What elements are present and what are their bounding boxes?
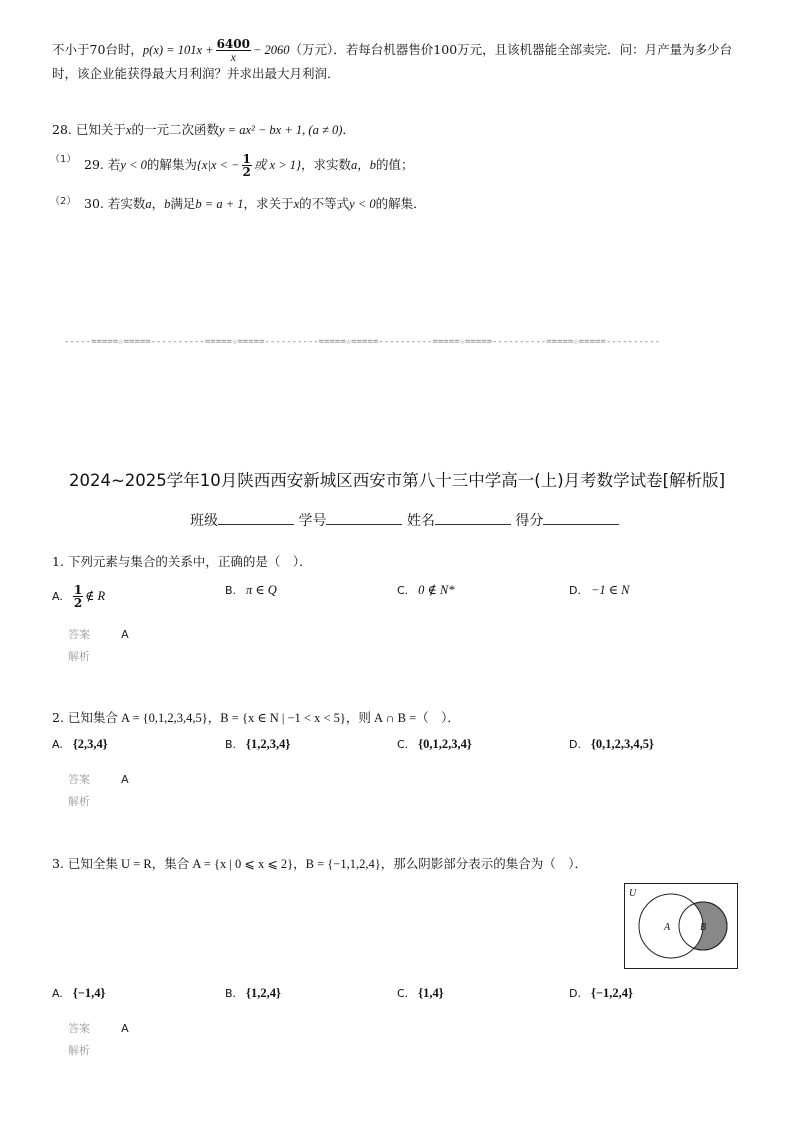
top-line1-func: p(x) = 101x + (142, 43, 214, 57)
q28-text-end: ． (342, 122, 355, 137)
question-number: 28. (52, 122, 72, 137)
option-text: {0,1,2,3,4} (418, 737, 472, 751)
question-1-option-a (52, 584, 105, 609)
question-stem: 下列元素与集合的关系中，正确的是（ ）． (67, 554, 312, 569)
question-3-option-a (52, 985, 105, 1002)
q29-var-b: b (369, 158, 377, 172)
question-3-stem (52, 856, 587, 872)
question-1-option-c (397, 582, 455, 599)
exam-title: 2024~2025学年10月陕西西安新城区西安市第八十三中学高一(上)月考数学试卷[解析版] (68, 471, 726, 490)
question-1-option-d (569, 582, 629, 599)
q29-set-close: 或 x > 1} (253, 158, 302, 172)
option-text: {0,1,2,3,4,5} (590, 737, 654, 751)
answer-value: A (121, 773, 129, 786)
q30-text-a: 若实数 (107, 196, 146, 211)
option-letter: D. (569, 738, 581, 751)
student-id-blank[interactable] (326, 512, 402, 525)
question-1-answer (68, 623, 129, 642)
question-number: 2. (52, 710, 64, 725)
q30-cond: b = a + 1 (195, 197, 244, 211)
sub-question-1-marker: （1） (50, 154, 77, 165)
option-letter: B. (225, 987, 237, 1000)
question-stem: 已知集合 A = {0,1,2,3,4,5}，B = {x ∈ N | −1 < x < 5}，则 A ∩ B =（ ）． (67, 711, 460, 725)
class-label: 班级 (190, 513, 218, 529)
question-30 (84, 196, 426, 212)
question-2-analysis-label: 解析 (68, 795, 90, 808)
option-text: −1 ∈ N (590, 583, 630, 597)
option-letter: C. (397, 738, 409, 751)
answer-value: A (121, 1022, 129, 1035)
question-1-analysis-label: 解析 (68, 650, 90, 663)
q30-var-a: a (145, 197, 152, 211)
question-3-answer (68, 1017, 129, 1036)
question-number: 1. (52, 554, 64, 569)
section-separator: -----=====☆=====----------=====☆=====----------=====☆=====----------=====☆=====----------=====☆=====---------- (64, 337, 661, 347)
question-3-option-b (225, 985, 281, 1002)
option-letter: A. (52, 590, 63, 603)
answer-label: 答案 (68, 628, 90, 641)
question-1-option-b (225, 582, 277, 599)
option-text: {−1,4} (72, 986, 106, 1000)
fraction-numerator: 1 (242, 152, 251, 166)
option-text: π ∈ Q (246, 583, 277, 597)
option-letter: B. (225, 738, 237, 751)
question-2-option-c (397, 736, 472, 753)
venn-diagram (624, 883, 738, 969)
q28-var-x: x (125, 123, 132, 137)
top-problem-line2: 时，该企业能获得最大月利润？并求出最大月利润． (52, 66, 340, 81)
q29-fraction (242, 153, 252, 178)
q29-text-c: ，求实数 (301, 157, 352, 172)
q28-text-prefix: 已知关于 (75, 122, 126, 137)
name-label: 姓名 (406, 513, 435, 529)
class-blank[interactable] (218, 512, 294, 525)
question-number: 3. (52, 856, 64, 871)
option-text: {1,2,3,4} (246, 737, 291, 751)
option-text: {1,4} (418, 986, 444, 1000)
sub-question-2-marker: （2） (50, 196, 77, 207)
answer-value: A (121, 628, 129, 641)
q28-text-mid: 的一元二次函数 (131, 122, 219, 137)
q30-text-b: 满足 (170, 196, 196, 211)
score-label: 得分 (515, 513, 544, 529)
q29-text-b: 的解集为 (146, 157, 197, 172)
q29-text-a: 若 (107, 157, 121, 172)
q30-ineq: y < 0 (349, 197, 376, 211)
option-letter: C. (397, 584, 409, 597)
student-info-line (190, 510, 619, 530)
option-letter: A. (52, 987, 63, 1000)
fraction-numerator: 1 (73, 583, 83, 597)
option-letter: A. (52, 738, 63, 751)
q30-text-c: ，求关于 (243, 196, 294, 211)
option-text: ∉ R (85, 589, 106, 603)
student-id-label: 学号 (298, 513, 327, 529)
question-2-option-b (225, 736, 290, 753)
q30-text-e: 的解集． (375, 196, 426, 211)
question-number: 29. (84, 157, 104, 172)
fraction-denominator: 2 (73, 596, 83, 610)
option-text: {−1,2,4} (590, 986, 633, 1000)
option-letter: D. (569, 584, 581, 597)
top-line1-suffix: （万元）．若每台机器售价100万元，且该机器能全部卖完．问：月产量为多少台 (289, 42, 733, 57)
question-3-option-c (397, 985, 444, 1002)
question-29 (84, 153, 414, 178)
q29-comma: ， (357, 157, 370, 172)
option-text: {1,2,4} (246, 986, 281, 1000)
option-letter: D. (569, 987, 581, 1000)
top-line1-prefix: 不小于70台时， (52, 42, 143, 57)
fraction-denominator: 2 (242, 165, 251, 179)
top-problem-line1 (52, 38, 732, 63)
fraction-numerator: 6400 (216, 37, 250, 51)
venn-label-u: U (629, 888, 637, 899)
top-line1-fraction (216, 38, 251, 63)
q30-text-d: 的不等式 (299, 196, 350, 211)
question-2-option-a (52, 736, 108, 753)
q28-formula: y = ax² − bx + 1, (a ≠ 0) (218, 123, 343, 137)
q30-var-x: x (293, 197, 300, 211)
option-text: 0 ∉ N* (418, 583, 455, 597)
q30-comma: ， (151, 196, 165, 211)
venn-label-a: A (664, 922, 671, 933)
q30-var-b: b (164, 197, 171, 211)
venn-label-b: B (700, 922, 707, 933)
question-3-analysis-label: 解析 (68, 1044, 90, 1057)
fraction-denominator: x (230, 50, 236, 64)
question-2-answer (68, 768, 129, 787)
answer-label: 答案 (68, 773, 90, 786)
q29-var-a: a (351, 158, 358, 172)
question-28 (52, 122, 355, 138)
question-2-option-d (569, 736, 654, 753)
answer-label: 答案 (68, 1022, 90, 1035)
question-3-option-d (569, 985, 633, 1002)
option-letter: B. (225, 584, 237, 597)
name-blank[interactable] (435, 512, 511, 525)
top-line1-tail: − 2060 (252, 43, 290, 57)
q29-set-open: {x|x < − (196, 158, 240, 172)
score-blank[interactable] (543, 512, 619, 525)
question-stem: 已知全集 U = R，集合 A = {x | 0 ⩽ x ⩽ 2}，B = {−1,1,2,4}，那么阴影部分表示的集合为（ ）． (67, 857, 587, 871)
q29-cond: y < 0 (120, 158, 147, 172)
question-1-stem (52, 554, 312, 570)
question-2-stem (52, 710, 460, 726)
option-text: {2,3,4} (72, 737, 108, 751)
q29-text-d: 的值； (376, 157, 414, 172)
question-number: 30. (84, 196, 104, 211)
option-letter: C. (397, 987, 409, 1000)
option-fraction (73, 584, 83, 609)
